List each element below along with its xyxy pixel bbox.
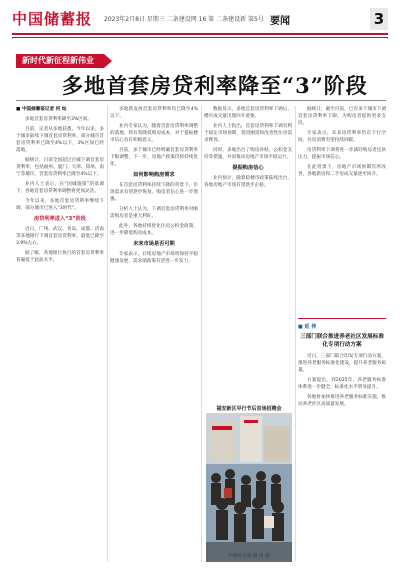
paragraph: 此外，各地持续优化住房公积金政策，进一步降低购房成本。 bbox=[110, 224, 198, 236]
paragraph: 专家表示，未来房贷利率仍有下行空间，住房消费有望持续回暖。 bbox=[298, 131, 386, 143]
paragraph: 业内预计，随着稳楼市政策陆续出台，各地房地产市场有望逐步企稳。 bbox=[204, 176, 292, 188]
article-column-1 bbox=[16, 106, 104, 562]
paragraph: 近日，三部门联合印发专项行动方案，推进养老服务标准化建设，提升养老服务质量。 bbox=[298, 354, 386, 373]
column-divider bbox=[201, 106, 202, 562]
paragraph: 在首套房贷利率持续下降的背景下，市场需求有望逐步恢复，购房者信心进一步增强。 bbox=[110, 183, 198, 202]
paragraph: 房贷利率下调将进一步减轻购房者还款压力，提振市场信心。 bbox=[298, 148, 386, 160]
paragraph: 在此背景下，房地产市场预期有所改善，各地新房和二手房成交量逐步回升。 bbox=[298, 165, 386, 177]
byline: ■ 中国储蓄报记者 何 灿 bbox=[16, 107, 67, 112]
masthead-rule-thin bbox=[12, 37, 388, 38]
subheading: 房贷利率进入“3”阶段 bbox=[34, 216, 86, 222]
paragraph: 目前，记者从多地获悉，今年以来，多个城市陆续下调首套房贷利率，部分城市首套房贷利率已降至4%以下，3%区间已经落地。 bbox=[16, 127, 104, 153]
paragraph: 业内专家认为，随着首套房贷利率调整的落地，将有效降低购房成本，对于提振楼市信心具有积极意义。 bbox=[110, 124, 198, 143]
paragraph: 业内人士表示，在“因城施策”的基调下，各地首套房贷利率调整将更加灵活。 bbox=[16, 182, 104, 194]
sidebar-title: 三部门联合推进养老社区发展标准化专项行动方案 bbox=[300, 334, 384, 348]
paragraph: 专家表示，后续房地产市场将保持平稳健康发展，需求端政策有望进一步发力。 bbox=[110, 252, 198, 264]
column-divider bbox=[107, 106, 108, 562]
sidebar-body bbox=[298, 353, 386, 563]
page-number: 3 bbox=[370, 8, 388, 30]
article-column-3 bbox=[204, 106, 292, 400]
paragraph: 业内人士指出，首套房贷利率下调有利于稳定市场预期，促进刚需和改善性住房需求释放。 bbox=[204, 124, 292, 143]
paragraph: 多地首套房贷利率降至3%区间。 bbox=[25, 117, 93, 122]
paragraph: 据统计，目前全国超过百城下调首套房贷利率，包括福州、厦门、天津、郑州、南宁等城市，首套房贷利率已降至4%以下。 bbox=[16, 158, 104, 177]
paragraph: 近日，广州、武汉、青岛、成都、济南等多地银行下调首套房贷利率，最低已降至3.9%左右。 bbox=[16, 227, 104, 246]
paragraph: 数据显示，多地首套房贷利率下调后，楼市成交量出现回升迹象。 bbox=[204, 107, 292, 119]
newspaper-logo: 中国储蓄报 bbox=[12, 10, 93, 28]
paragraph: 据统计，截至目前，已有多个城市下调首套房贷利率下限，为购房者提供更多支持。 bbox=[298, 107, 386, 126]
paragraph: 多地新发放首套房贷利率均已降至4%以下。 bbox=[110, 107, 198, 119]
paragraph: 据了解，各地银行执行的首套房贷利率普遍低于此前水平。 bbox=[16, 251, 104, 263]
section-name: 要闻 bbox=[270, 16, 290, 27]
masthead-rule bbox=[12, 33, 388, 35]
paragraph: 今年以来，多地首套房贷利率继续下调，部分城市已进入“3时代”。 bbox=[16, 199, 104, 211]
sidebar-story bbox=[298, 318, 386, 562]
paragraph: 各地将加快推进养老服务标准实施，推动养老社区高质量发展。 bbox=[298, 395, 386, 407]
article-column-2 bbox=[110, 106, 198, 562]
photo-caption: 福安新区早行节后首场招聘会 bbox=[206, 404, 292, 413]
subheading: 提振购房信心 bbox=[232, 165, 264, 171]
paragraph: 方案提出，到2025年，养老服务标准体系进一步健全，标准化水平明显提升。 bbox=[298, 378, 386, 390]
column-divider bbox=[295, 106, 296, 562]
subheading: 未来市场是否可期 bbox=[133, 241, 175, 247]
sidebar-tag: ■ 延 伸 bbox=[298, 324, 317, 330]
subheading: 如何影响购房需求 bbox=[133, 172, 175, 178]
dateline: 2023年2月8日 星期三 二条建设网 16 第 二条建设新 第5号 bbox=[104, 16, 264, 23]
kicker-banner: 新时代新征程新伟业 bbox=[16, 54, 104, 68]
paragraph: 分析人士认为，下调首套房贷利率对刚需购房者是重大利好。 bbox=[110, 207, 198, 219]
paragraph: 同时，多地出台了购房补贴、公积金支持等措施，共同推动房地产市场平稳运行。 bbox=[204, 148, 292, 160]
paragraph: 目前，多个城市已经明确首套房贷利率下限调整，下一步，房地产政策仍将持续优化。 bbox=[110, 148, 198, 167]
photo-credit: 中新社记者 杨 涛 摄 bbox=[228, 554, 270, 559]
article-column-4 bbox=[298, 106, 386, 316]
headline-rule bbox=[16, 100, 386, 101]
headline: 多地首套房贷利率降至“3”阶段 bbox=[62, 73, 368, 98]
masthead bbox=[12, 8, 388, 30]
news-photo bbox=[206, 404, 292, 562]
photo-image bbox=[206, 404, 292, 562]
